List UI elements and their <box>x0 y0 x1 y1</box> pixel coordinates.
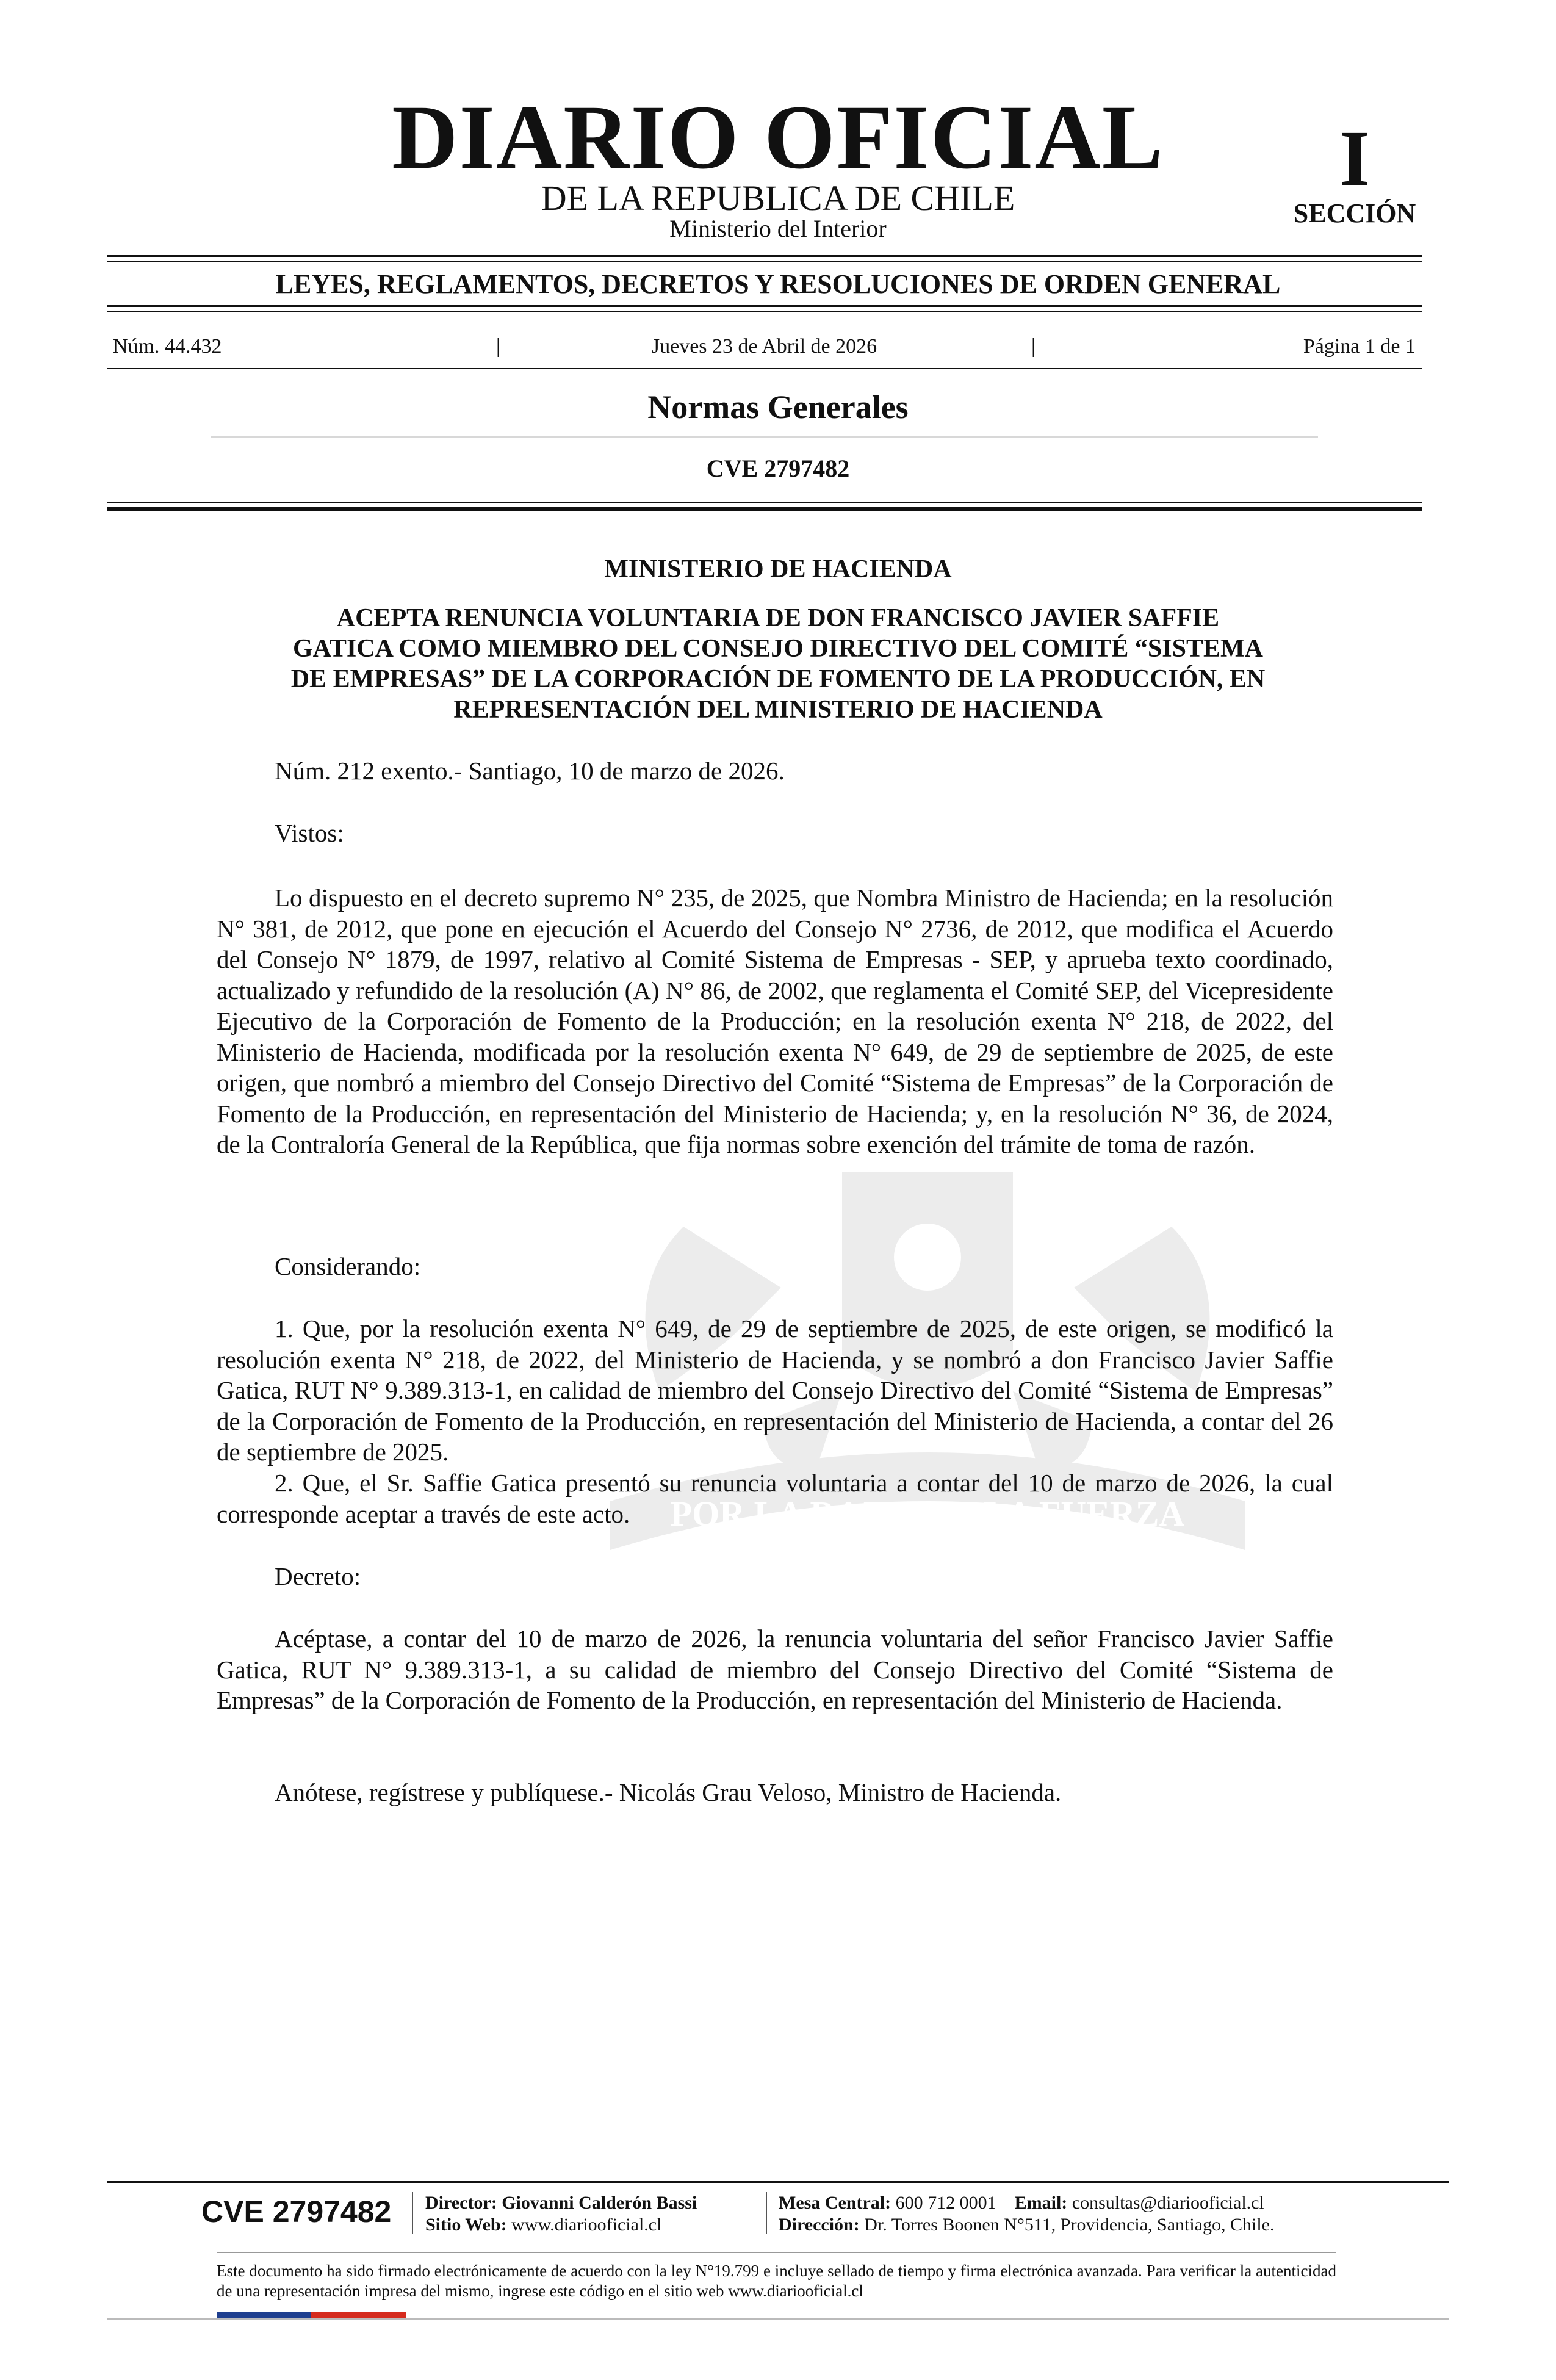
category-rule-1 <box>107 305 1422 307</box>
title-line: ACEPTA RENUNCIA VOLUNTARIA DE DON FRANCISCO JAVIER SAFFIE <box>336 604 1220 632</box>
mesa-label: Mesa Central: <box>779 2193 891 2213</box>
considerando-1: 1. Que, por la resolución exenta N° 649, de 29 de septiembre de 2025, de este origen, se modificó la resolución exenta N° 218, de 2022, del Ministerio de Hacienda, y se nombró a don Francisco Javier Saffie Gatica, RUT N° 9.389.313-1, en calidad de miembro del Consejo Directivo del Comité “Sistema de Empresas” de la Corporación de Fomento de la Producción, en representación del Ministerio de Hacienda, a contar del 26 de septiembre de 2025. <box>217 1314 1333 1466</box>
footer-divider <box>766 2192 767 2234</box>
footer-inner-rule <box>217 2252 1336 2253</box>
cve-code: CVE 2797482 <box>706 455 850 482</box>
footer-contact-block <box>779 2192 1352 2236</box>
title-line: GATICA COMO MIEMBRO DEL CONSEJO DIRECTIVO DEL COMITÉ “SISTEMA <box>293 635 1263 663</box>
closing-line: Anótese, regístrese y publíquese.- Nicolás Grau Veloso, Ministro de Hacienda. <box>275 1778 1062 1806</box>
watermark-motto: POR LA RAZON O LA FUERZA <box>670 1494 1185 1534</box>
masthead-subtitle: DE LA REPUBLICA DE CHILE <box>541 178 1015 218</box>
vistos-paragraph: Lo dispuesto en el decreto supremo N° 235, de 2025, que Nombra Ministro de Hacienda; en la resolución N° 381, de 2012, que pone en ejecución el Acuerdo del Consejo N° 2736, de 2012, que modifica el Acuerdo del Consejo N° 1879, de 1997, relativo al Comité Sistema de Empresas - SEP, y aprueba texto coordinado, actualizado y refundido de la resolución (A) N° 86, de 2002, que reglamenta el Comité SEP, del Vicepresidente Ejecutivo de la Corporación de Fomento de la Producción; en la resolución exenta N° 218, de 2022, del Ministerio de Hacienda, modificada por la resolución exenta N° 649, de 29 de septiembre de 2025, de este origen, que nombró a miembro del Consejo Directivo del Comité “Sistema de Empresas” de la Corporación de Fomento de la Producción, en representación del Ministerio de Hacienda; y, en la resolución N° 36, de 2024, de la Contraloría General de la República, que fija normas sobre exención del trámite de toma de razón. <box>217 884 1333 1158</box>
issue-page: Página 1 de 1 <box>1303 335 1416 358</box>
section-label: SECCIÓN <box>1293 198 1416 228</box>
decree-number: Núm. 212 exento.- Santiago, 10 de marzo de 2026. <box>275 757 785 785</box>
title-line: REPRESENTACIÓN DEL MINISTERIO DE HACIENDA <box>453 696 1103 724</box>
footer-divider <box>412 2192 413 2234</box>
section-number: I <box>1339 115 1371 203</box>
issue-row <box>107 334 1422 359</box>
masthead-rule-top <box>107 255 1422 257</box>
footer-legal-notice: Este documento ha sido firmado electrónicamente de acuerdo con la ley N°19.799 e incluye sellado de tiempo y firma electrónica avanzada. Para verificar la autenticidad de una representación impresa del mismo, ingrese este código en el sitio web www.diariooficial.cl <box>217 2262 1336 2300</box>
section-heading-rule <box>211 436 1318 438</box>
issue-rule <box>107 368 1422 369</box>
masthead-rule-top-2 <box>107 261 1422 262</box>
email-link[interactable]: consultas@diariooficial.cl <box>1072 2193 1264 2213</box>
document-title <box>217 603 1339 725</box>
footer-cve: CVE 2797482 <box>201 2194 392 2229</box>
decreto-paragraph: Acéptase, a contar del 10 de marzo de 2026, la renuncia voluntaria del señor Francisco Javier Saffie Gatica, RUT N° 9.389.313-1, a su calidad de miembro del Consejo Directivo del Comité “Sistema de Empresas” de la Corporación de Fomento de la Producción, en representación del Ministerio de Hacienda. <box>217 1625 1333 1714</box>
footer-bottom-rule <box>107 2318 1449 2320</box>
section-heading: Normas Generales <box>647 389 909 425</box>
header-rule-1 <box>107 502 1422 503</box>
director-name: Giovanni Calderón Bassi <box>502 2193 697 2213</box>
title-line: DE EMPRESAS” DE LA CORPORACIÓN DE FOMENTO DE LA PRODUCCIÓN, EN <box>290 665 1266 693</box>
direccion-value: Dr. Torres Boonen N°511, Providencia, Santiago, Chile. <box>864 2215 1275 2235</box>
vistos-label: Vistos: <box>275 819 344 847</box>
mesa-value: 600 712 0001 <box>895 2193 996 2213</box>
footer-director-block <box>425 2192 767 2236</box>
ministry-heading: MINISTERIO DE HACIENDA <box>604 555 952 583</box>
category-rule-2 <box>107 311 1422 312</box>
decreto-label: Decreto: <box>275 1562 361 1590</box>
issue-number: Núm. 44.432 <box>113 335 222 358</box>
issue-separator: | <box>496 335 500 358</box>
sitio-label: Sitio Web: <box>425 2215 507 2235</box>
email-label: Email: <box>1014 2193 1068 2213</box>
masthead-title: DIARIO OFICIAL <box>392 87 1164 188</box>
category-heading: LEYES, REGLAMENTOS, DECRETOS Y RESOLUCIONES DE ORDEN GENERAL <box>275 269 1281 299</box>
footer-rule <box>107 2181 1449 2183</box>
director-label: Director: <box>425 2193 497 2213</box>
issue-separator: | <box>1031 335 1036 358</box>
header-rule-2 <box>107 507 1422 511</box>
considerando-2: 2. Que, el Sr. Saffie Gatica presentó su renuncia voluntaria a contar del 10 de marzo de 2026, la cual corresponde aceptar a través de este acto. <box>217 1469 1333 1528</box>
considerando-label: Considerando: <box>275 1252 421 1280</box>
sitio-link[interactable]: www.diariooficial.cl <box>511 2215 662 2235</box>
direccion-label: Dirección: <box>779 2215 860 2235</box>
masthead-ministry: Ministerio del Interior <box>669 215 887 242</box>
issue-date: Jueves 23 de Abril de 2026 <box>651 335 877 358</box>
